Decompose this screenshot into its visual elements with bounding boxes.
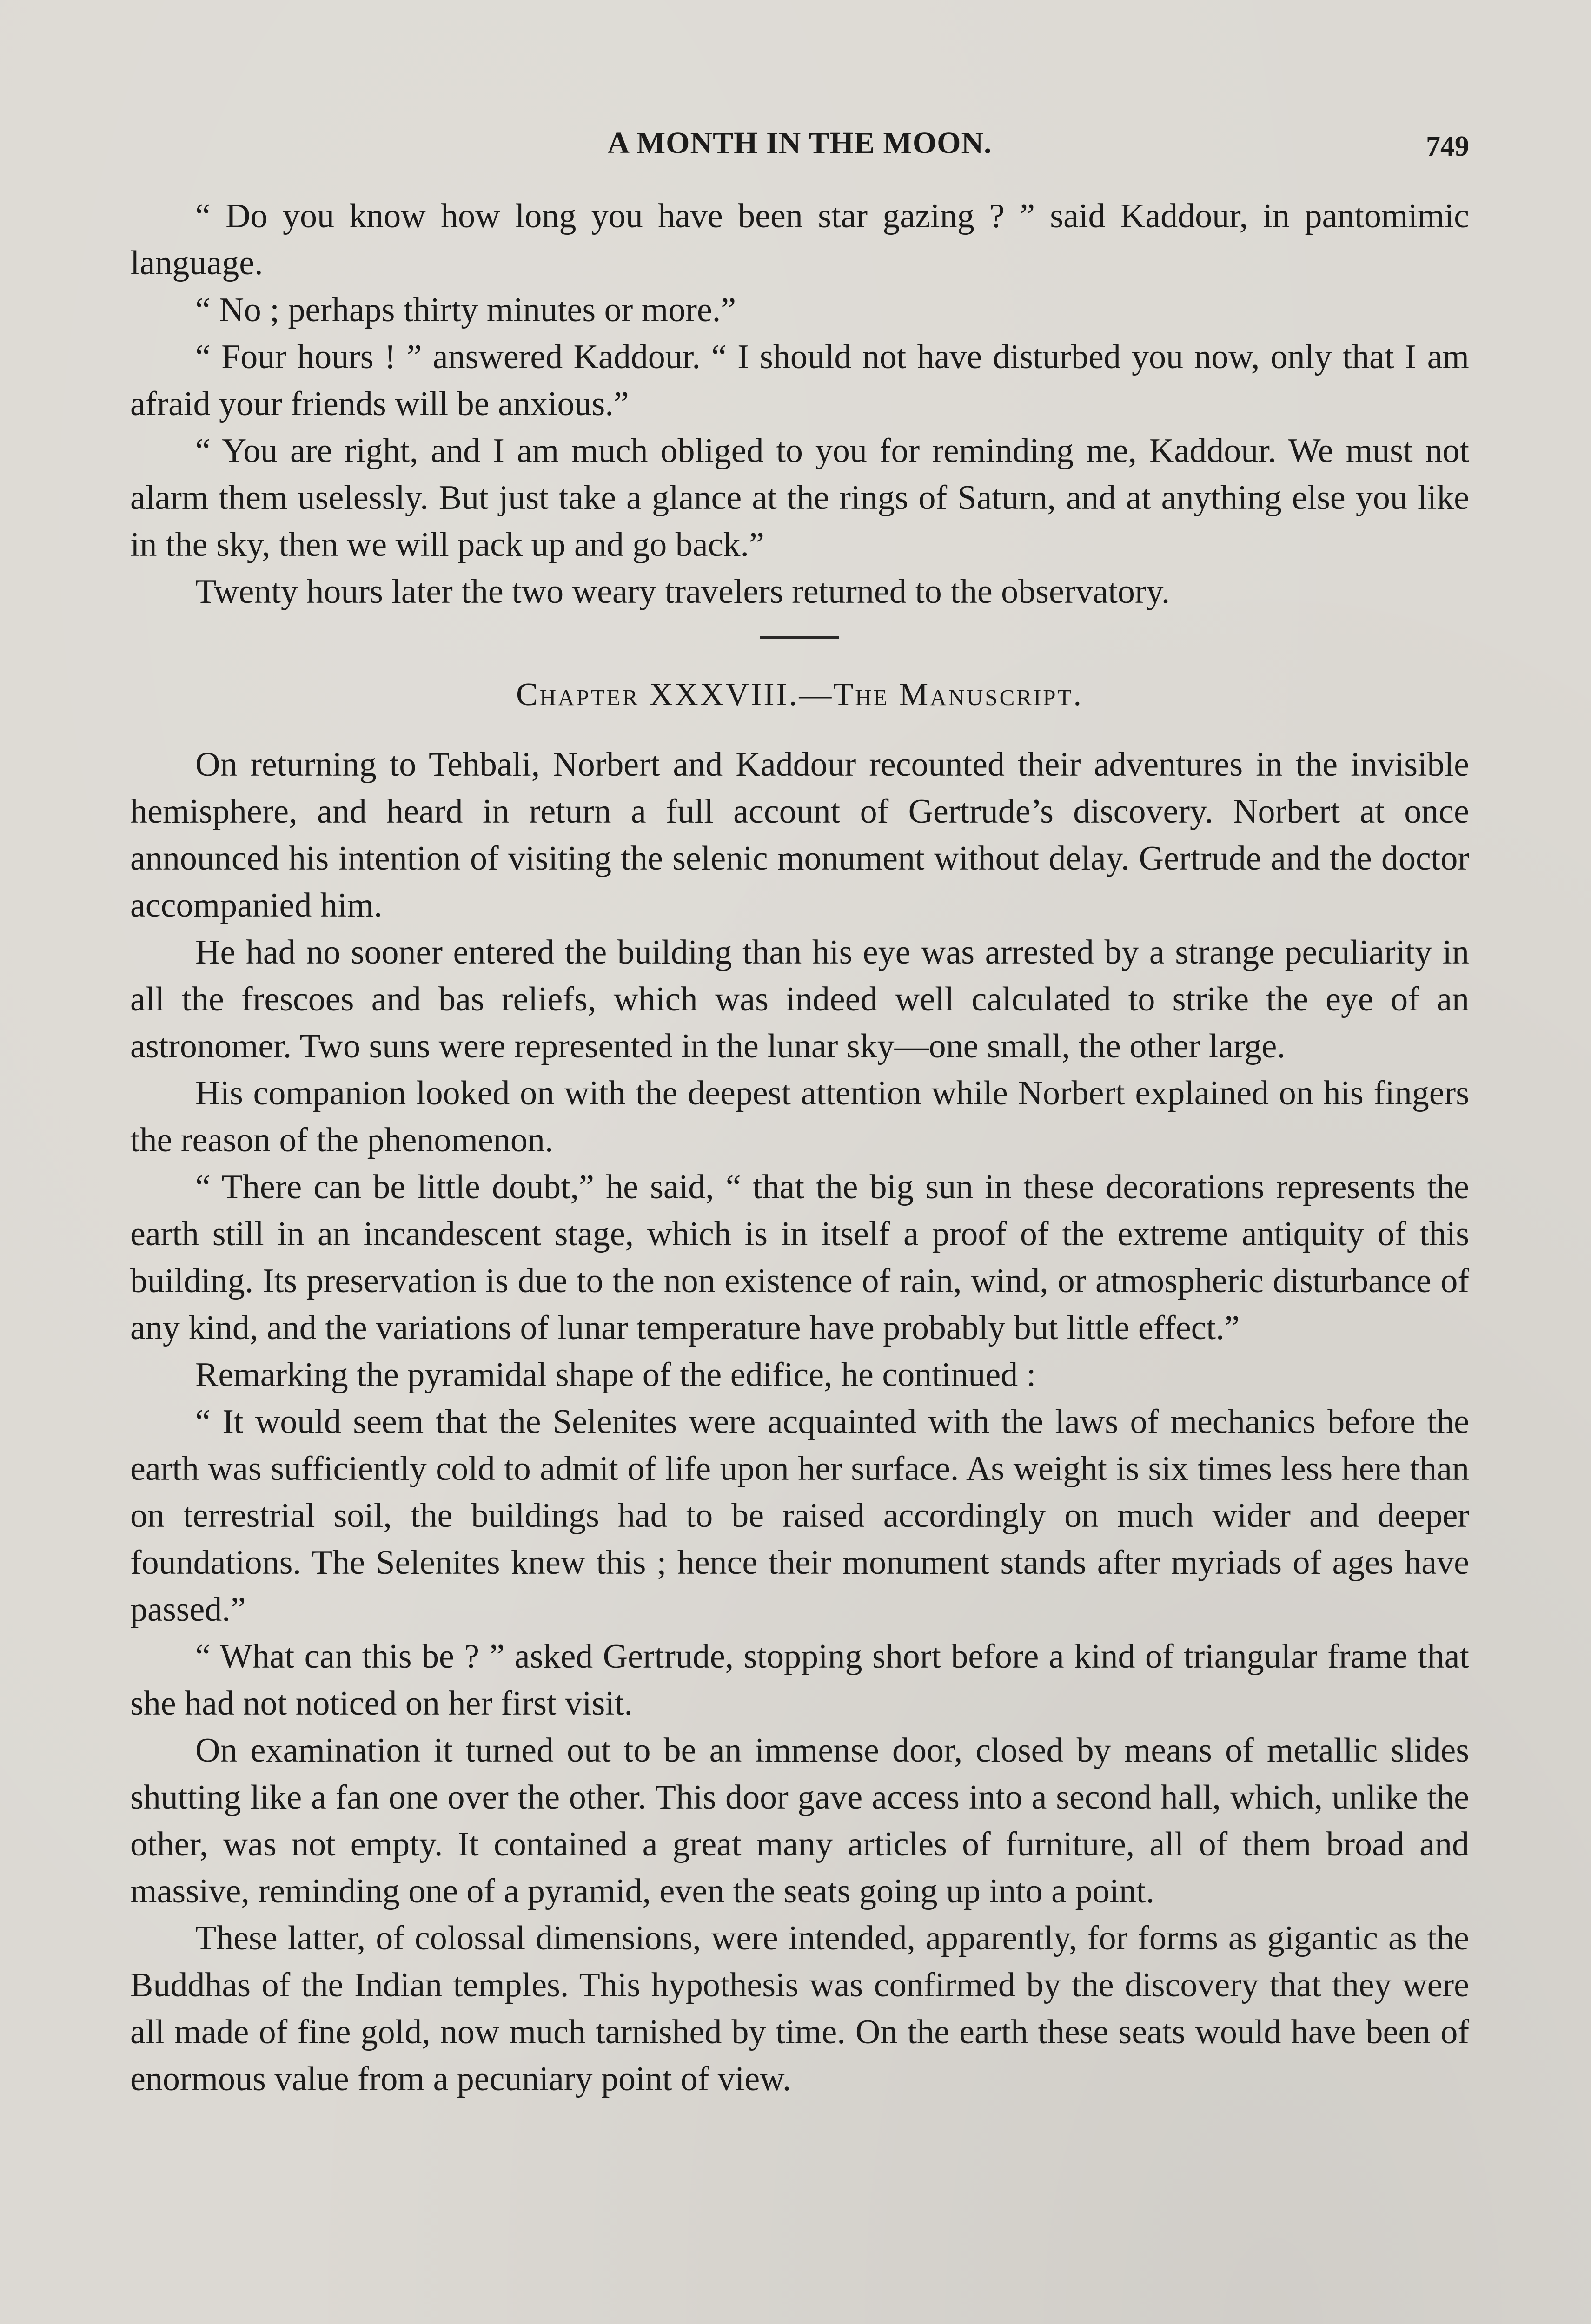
paragraph: On examination it turned out to be an immense door, closed by means of metallic slides shutting like a fan one over the other. This door gave access into a second hall, which, unlike the other, was not empty. It contained a great many articles of furniture, all of them broad and massive, reminding one of a pyramid, even the seats going up into a point. — [130, 1731, 1469, 1910]
paragraph: “ No ; perhaps thirty minutes or more.” — [195, 291, 736, 329]
page-header — [130, 125, 1469, 172]
body-text — [130, 193, 1469, 2103]
paragraph: “ What can this be ? ” asked Gertrude, stopping short before a kind of triangular frame that she had not noticed on her first visit. — [130, 1637, 1469, 1723]
paragraph: His companion looked on with the deepest attention while Norbert explained on his fingers the reason of the phenomenon. — [130, 1074, 1469, 1159]
section-divider — [760, 636, 839, 639]
paragraph: “ Do you know how long you have been star gazing ? ” said Kaddour, in pantomimic language. — [130, 197, 1469, 282]
paragraph: Remarking the pyramidal shape of the edifice, he continued : — [195, 1356, 1036, 1394]
paragraph: Twenty hours later the two weary travelers returned to the observatory. — [195, 573, 1170, 611]
paragraph: On returning to Tehbali, Norbert and Kaddour recounted their adventures in the invisible hemisphere, and heard in return a full account of Gertrude’s discovery. Norbert at once announced his intention of visiting the selenic monument without delay. Gertrude and the doctor accompanied him. — [130, 746, 1469, 924]
page-number: 749 — [1426, 131, 1469, 162]
paragraph: He had no sooner entered the building than his eye was arrested by a strange peculiarity in all the frescoes and bas reliefs, which was indeed well calculated to strike the eye of an astronomer. Two suns were represented in the lunar sky—one small, the other large. — [130, 933, 1469, 1065]
paragraph: “ There can be little doubt,” he said, “ that the big sun in these decorations represents the earth still in an incandescent stage, which is in itself a proof of the extreme antiquity of this building. Its preservation is due to the non existence of rain, wind, or atmospheric disturbance of any kind, and the variations of lunar temperature have probably but little effect.” — [130, 1168, 1469, 1347]
paragraph: “ You are right, and I am much obliged to you for reminding me, Kaddour. We must not alarm them uselessly. But just take a glance at the rings of Saturn, and at anything else you like in the sky, then we will pack up and go back.” — [130, 432, 1469, 564]
paragraph: “ Four hours ! ” answered Kaddour. “ I should not have disturbed you now, only that I am afraid your friends will be anxious.” — [130, 338, 1469, 423]
paragraph: “ It would seem that the Selenites were acquainted with the laws of mechanics before the earth was sufficiently cold to admit of life upon her surface. As weight is six times less here than on terrestrial soil, the buildings had to be raised accordingly on much wider and deeper foundations. The Selenites knew this ; hence their monument stands after myriads of ages have passed.” — [130, 1403, 1469, 1629]
paragraph: These latter, of colossal dimensions, were intended, apparently, for forms as gigantic as the Buddhas of the Indian temples. This hypothesis was confirmed by the discovery that they were all made of fine gold, now much tarnished by time. On the earth these seats would have been of enormous value from a pecuniary point of view. — [130, 1919, 1469, 2098]
chapter-heading: Chapter XXXVIII.—The Manuscript. — [516, 677, 1083, 713]
running-title: A MONTH IN THE MOON. — [607, 126, 992, 160]
